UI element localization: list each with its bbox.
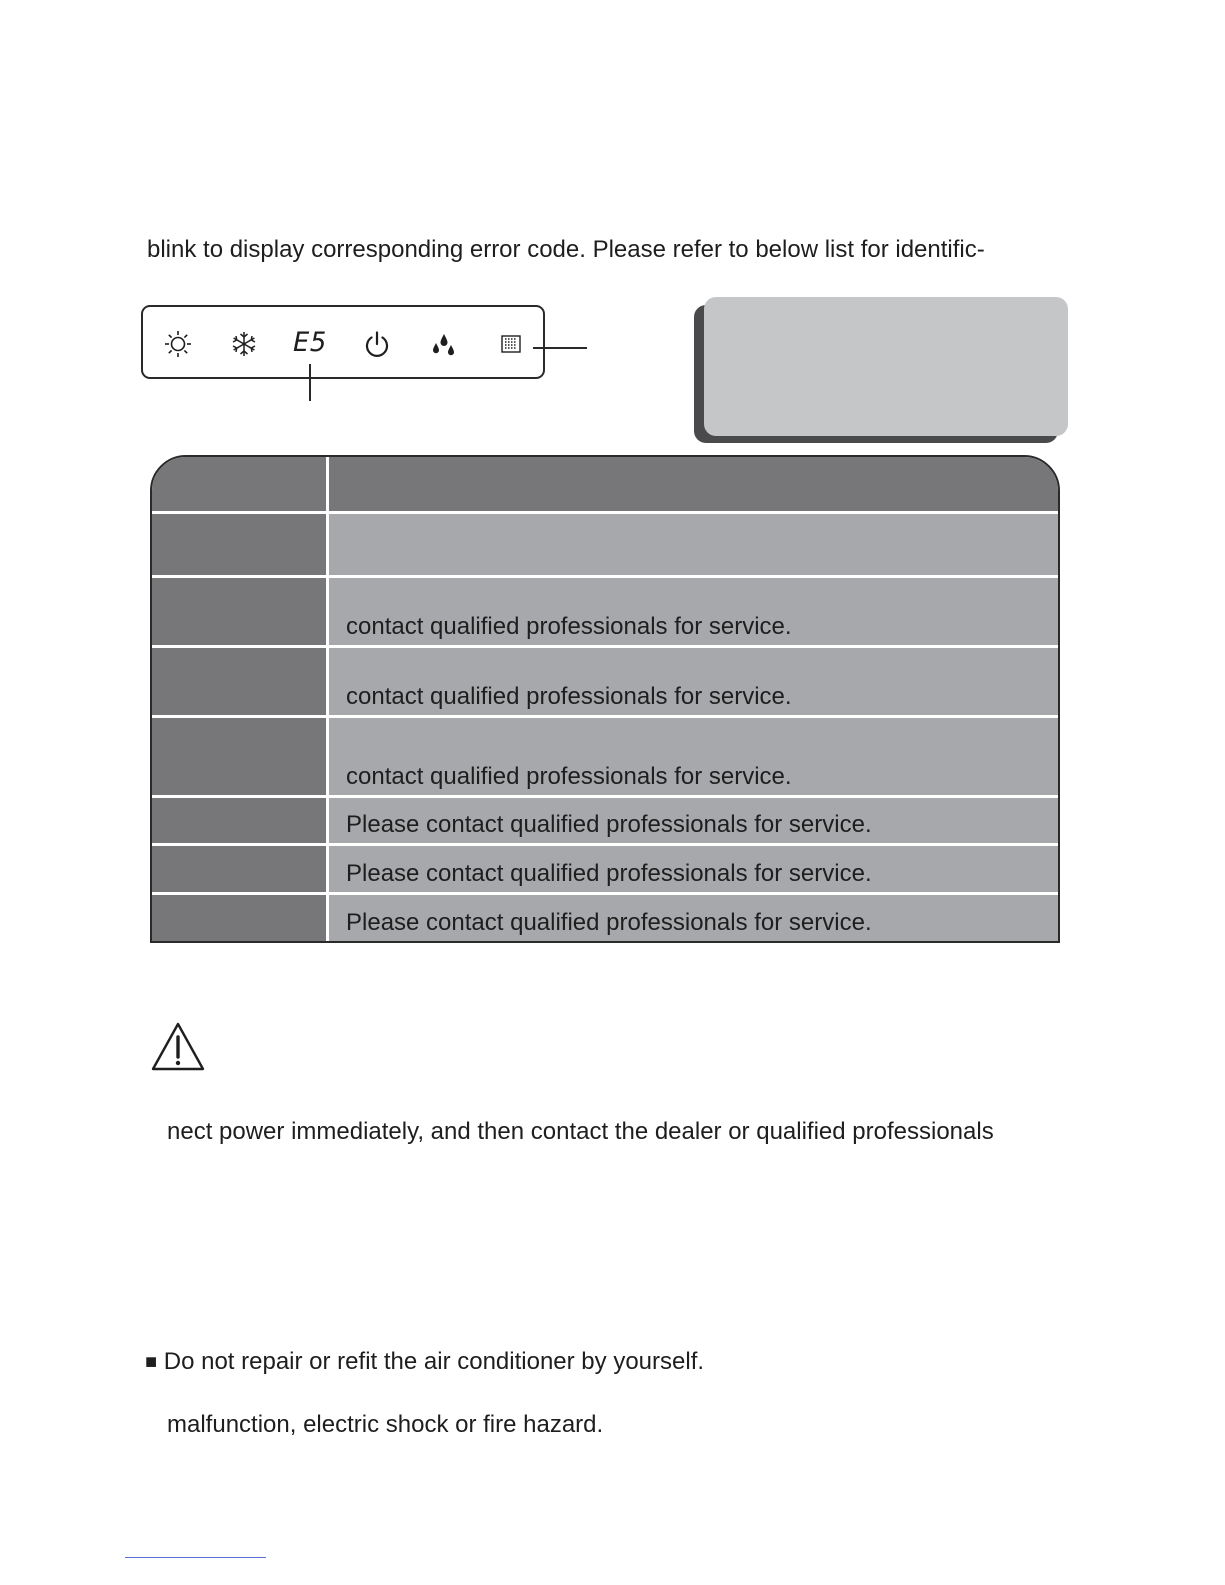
table-row: [152, 895, 1058, 941]
table-cell-description: Please contact qualified professionals for service.: [329, 895, 1058, 941]
warning-line: nect power immediately, and then contact the dealer or qualified professionals: [167, 1118, 994, 1145]
panel-leader-line: [533, 347, 587, 349]
table-cell-description: [329, 457, 1058, 511]
table-header-row: [152, 457, 1058, 511]
table-cell-description: Please contact qualified professionals for service.: [329, 798, 1058, 843]
table-row: [152, 514, 1058, 575]
table-row: [152, 846, 1058, 892]
table-row: [152, 798, 1058, 843]
table-row: [152, 578, 1058, 645]
table-cell-code: [152, 895, 326, 941]
table-cell-code: [152, 578, 326, 645]
snowflake-icon: [229, 329, 259, 359]
bullet-continuation: malfunction, electric shock or fire hazard.: [167, 1411, 604, 1438]
table-cell-code: [152, 648, 326, 715]
power-icon: [362, 329, 392, 359]
table-cell-code: [152, 798, 326, 843]
table-cell-description: Please contact qualified professionals for service.: [329, 846, 1058, 892]
table-cell-code: [152, 457, 326, 511]
error-code-display: E5: [293, 327, 328, 358]
bullet-item: [145, 1348, 704, 1376]
bullet-text: Do not repair or refit the air conditioner by yourself.: [163, 1348, 705, 1375]
table-cell-description: contact qualified professionals for service.: [329, 648, 1058, 715]
footer-rule: [125, 1557, 266, 1558]
grid-icon: [496, 329, 526, 359]
table-row: [152, 648, 1058, 715]
table-cell-code: [152, 514, 326, 575]
error-code-table: [150, 455, 1060, 943]
table-cell-code: [152, 718, 326, 795]
table-cell-description: contact qualified professionals for service.: [329, 578, 1058, 645]
water-drops-icon: [429, 329, 459, 359]
table-cell-description: [329, 514, 1058, 575]
note-box: [704, 297, 1068, 436]
sun-icon: [163, 329, 193, 359]
table-cell-code: [152, 846, 326, 892]
warning-triangle-icon: [150, 1020, 206, 1072]
table-cell-description: contact qualified professionals for service.: [329, 718, 1058, 795]
table-row: [152, 718, 1058, 795]
bullet-marker: ■: [145, 1351, 158, 1373]
intro-line: blink to display corresponding error code. Please refer to below list for identific-: [147, 236, 985, 263]
display-leader-line: [309, 364, 311, 401]
control-panel: [141, 305, 545, 379]
